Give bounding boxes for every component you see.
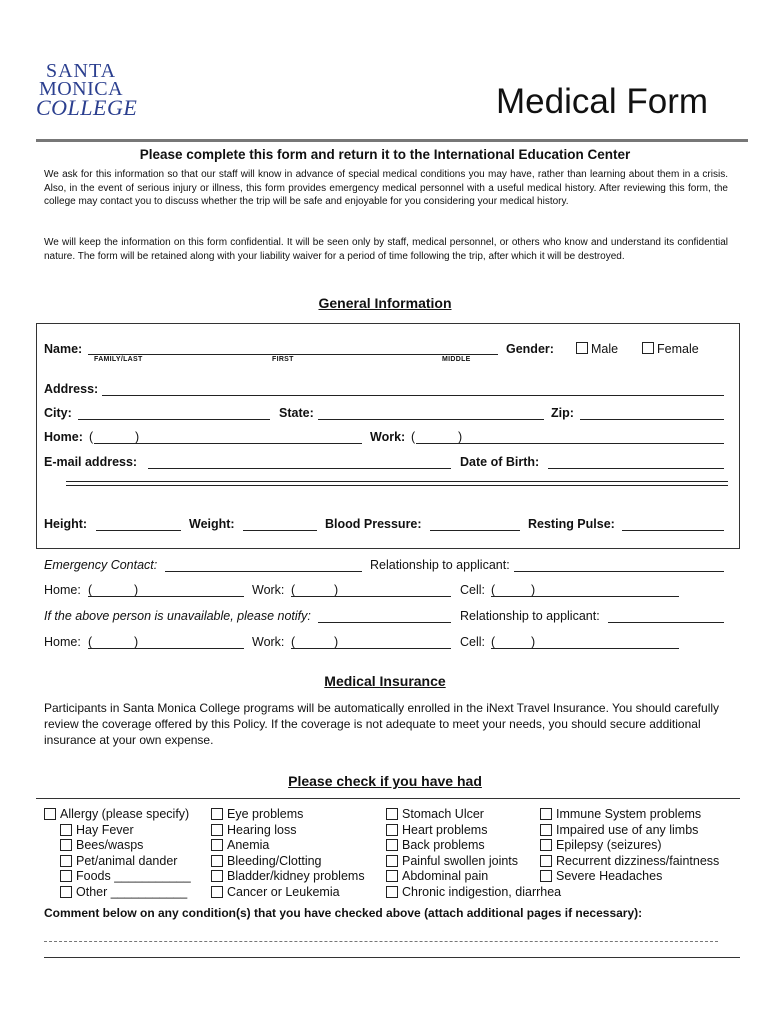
- condition-label: Heart problems: [402, 822, 488, 837]
- emergency-cell-close: ): [531, 583, 536, 597]
- intro-paragraph-2: We will keep the information on this form confidential. It will be seen only by staff, medical personnel, or others who know and understand its confidential nature. The form will be retained along with your liability waiver for a period of time following the trip, after which it will be destroyed.: [44, 237, 728, 262]
- condition-label: Bleeding/Clotting: [227, 853, 322, 868]
- condition-label: Allergy (please specify): [60, 807, 190, 821]
- condition-checkbox[interactable]: [211, 870, 223, 882]
- condition-label: Chronic indigestion, diarrhea: [402, 884, 562, 899]
- form-subtitle: Please complete this form and return it to the International Education Center: [139, 147, 631, 162]
- address-field[interactable]: [102, 395, 724, 396]
- email-label: E-mail address:: [44, 455, 138, 469]
- condition-checkbox[interactable]: [60, 855, 72, 867]
- resting-pulse-label: Resting Pulse:: [528, 517, 615, 531]
- alt-work-label: Work:: [252, 635, 285, 649]
- relationship-field[interactable]: [514, 571, 724, 572]
- checklist-top-rule: [36, 798, 740, 799]
- condition-label: Abdominal pain: [402, 869, 489, 883]
- home-phone-field[interactable]: [94, 443, 362, 444]
- emergency-contact-field[interactable]: [165, 571, 362, 572]
- zip-label: Zip:: [551, 406, 574, 420]
- home-area-open: (: [89, 430, 94, 444]
- condition-checkbox[interactable]: [60, 886, 72, 898]
- condition-checkbox[interactable]: [60, 839, 72, 851]
- blood-pressure-field[interactable]: [430, 530, 520, 531]
- condition-label: Immune System problems: [556, 807, 702, 821]
- work-area-open: (: [411, 430, 416, 444]
- email-field[interactable]: [148, 468, 451, 469]
- condition-label: Recurrent dizziness/faintness: [556, 853, 720, 868]
- emergency-home-field[interactable]: [88, 596, 244, 597]
- emergency-work-field[interactable]: [291, 596, 451, 597]
- logo-line-3: COLLEGE: [36, 95, 138, 120]
- condition-label: Cancer or Leukemia: [227, 884, 340, 899]
- condition-label: Eye problems: [227, 807, 304, 821]
- comment-field[interactable]: [44, 941, 718, 942]
- alternate-contact-label: If the above person is unavailable, please notify:: [44, 609, 311, 623]
- emergency-cell-label: Cell:: [460, 583, 486, 597]
- dob-label: Date of Birth:: [460, 455, 540, 469]
- condition-label: Bees/wasps: [76, 838, 144, 852]
- double-divider: [66, 481, 728, 486]
- condition-checkbox[interactable]: [211, 839, 223, 851]
- work-phone-label: Work:: [370, 430, 406, 444]
- emergency-cell-field[interactable]: [491, 596, 679, 597]
- condition-checkbox[interactable]: [386, 886, 398, 898]
- logo-line-1: SANTA: [45, 60, 117, 82]
- relationship2-label: Relationship to applicant:: [460, 609, 600, 623]
- gender-label: Gender:: [506, 342, 554, 356]
- emergency-cell-open: (: [491, 583, 496, 597]
- family-name-caption: FAMILY/LAST: [94, 356, 143, 363]
- condition-label: Impaired use of any limbs: [556, 822, 699, 837]
- condition-label: Severe Headaches: [556, 869, 663, 883]
- emergency-work-label: Work:: [252, 583, 285, 597]
- alt-home-label: Home:: [44, 635, 81, 649]
- condition-label: Anemia: [227, 838, 270, 852]
- weight-label: Weight:: [189, 517, 235, 531]
- condition-checkbox[interactable]: [44, 808, 56, 820]
- name-field[interactable]: [88, 354, 498, 355]
- alt-home-field[interactable]: [88, 648, 244, 649]
- male-label: Male: [591, 342, 619, 356]
- emergency-work-close: ): [334, 583, 339, 597]
- alt-cell-close: ): [531, 635, 536, 649]
- alt-cell-field[interactable]: [491, 648, 679, 649]
- condition-label: Stomach Ulcer: [402, 807, 484, 821]
- work-area-close: ): [458, 430, 463, 444]
- female-checkbox[interactable]: [642, 342, 654, 354]
- alt-work-field[interactable]: [291, 648, 451, 649]
- condition-checkbox[interactable]: [540, 808, 552, 820]
- medical-insurance-heading: Medical Insurance: [324, 673, 446, 689]
- alt-home-open: (: [88, 635, 93, 649]
- logo-line-2: MONICA: [38, 78, 124, 100]
- condition-checkbox[interactable]: [211, 855, 223, 867]
- page-title: Medical Form: [496, 82, 708, 121]
- female-label: Female: [657, 342, 699, 356]
- zip-field[interactable]: [580, 419, 724, 420]
- condition-checkbox[interactable]: [540, 855, 552, 867]
- alt-work-open: (: [291, 635, 296, 649]
- santa-monica-college-logo: [36, 60, 138, 120]
- alt-home-close: ): [134, 635, 139, 649]
- alt-cell-open: (: [491, 635, 496, 649]
- condition-label: Hay Fever: [76, 822, 134, 837]
- condition-label: Foods ___________: [76, 869, 191, 883]
- condition-checkbox[interactable]: [211, 808, 223, 820]
- condition-checkbox[interactable]: [540, 824, 552, 836]
- emergency-home-close: ): [134, 583, 139, 597]
- height-label: Height:: [44, 517, 88, 531]
- alt-work-close: ): [334, 635, 339, 649]
- condition-checkbox[interactable]: [386, 824, 398, 836]
- header-divider: [36, 139, 748, 142]
- emergency-home-open: (: [88, 583, 93, 597]
- first-name-caption: FIRST: [272, 356, 294, 363]
- height-field[interactable]: [96, 530, 181, 531]
- condition-checkbox[interactable]: [386, 870, 398, 882]
- condition-checkbox[interactable]: [540, 870, 552, 882]
- relationship2-field[interactable]: [608, 622, 724, 623]
- blood-pressure-label: Blood Pressure:: [325, 517, 422, 531]
- bottom-rule: [44, 957, 740, 958]
- condition-checkbox[interactable]: [60, 824, 72, 836]
- home-area-close: ): [135, 430, 140, 444]
- condition-label: Other ___________: [76, 884, 188, 899]
- middle-name-caption: MIDDLE: [442, 356, 471, 363]
- condition-label: Bladder/kidney problems: [227, 869, 365, 883]
- relationship-label: Relationship to applicant:: [370, 558, 510, 572]
- condition-checkbox[interactable]: [386, 808, 398, 820]
- condition-label: Epilepsy (seizures): [556, 838, 662, 852]
- address-label: Address:: [44, 382, 99, 396]
- weight-field[interactable]: [243, 530, 317, 531]
- resting-pulse-field[interactable]: [622, 530, 724, 531]
- condition-checkbox[interactable]: [60, 870, 72, 882]
- emergency-contact-label: Emergency Contact:: [44, 558, 158, 572]
- male-checkbox[interactable]: [576, 342, 588, 354]
- emergency-home-label: Home:: [44, 583, 81, 597]
- condition-checkbox[interactable]: [386, 855, 398, 867]
- alternate-contact-field[interactable]: [318, 622, 451, 623]
- name-label: Name:: [44, 342, 83, 356]
- city-field[interactable]: [78, 419, 270, 420]
- condition-checkbox[interactable]: [540, 839, 552, 851]
- insurance-paragraph: Participants in Santa Monica College programs will be automatically enrolled in the iNext Travel Insurance. You should carefully review the coverage offered by this Policy. If the coverage is not adequate to meet your needs, you should secure additional insurance at your own expense.: [44, 701, 720, 747]
- emergency-work-open: (: [291, 583, 296, 597]
- condition-label: Painful swollen joints: [402, 853, 519, 868]
- home-phone-label: Home:: [44, 430, 83, 444]
- work-phone-field[interactable]: [416, 443, 724, 444]
- condition-checkbox[interactable]: [386, 839, 398, 851]
- condition-label: Hearing loss: [227, 822, 297, 837]
- state-field[interactable]: [318, 419, 544, 420]
- condition-checkbox[interactable]: [211, 824, 223, 836]
- checklist-heading: Please check if you have had: [288, 773, 482, 789]
- intro-paragraph-1: We ask for this information so that our staff will know in advance of special medical conditions you may have, rather than learning about them in a crisis. Also, in the event of serious injury or illness, this form provides emergency medical personnel with a useful medical history. After reviewing this form, the college may contact you to discuss whether the trip will be safe and enjoyable for you considering your medical history.: [44, 169, 728, 207]
- condition-checkbox[interactable]: [211, 886, 223, 898]
- comment-instruction: Comment below on any condition(s) that you have checked above (attach additional pages if necessary):: [44, 906, 643, 920]
- state-label: State:: [279, 406, 314, 420]
- alt-cell-label: Cell:: [460, 635, 486, 649]
- condition-label: Pet/animal dander: [76, 853, 178, 868]
- general-info-heading: General Information: [318, 295, 452, 311]
- dob-field[interactable]: [548, 468, 724, 469]
- condition-label: Back problems: [402, 838, 485, 852]
- city-label: City:: [44, 406, 72, 420]
